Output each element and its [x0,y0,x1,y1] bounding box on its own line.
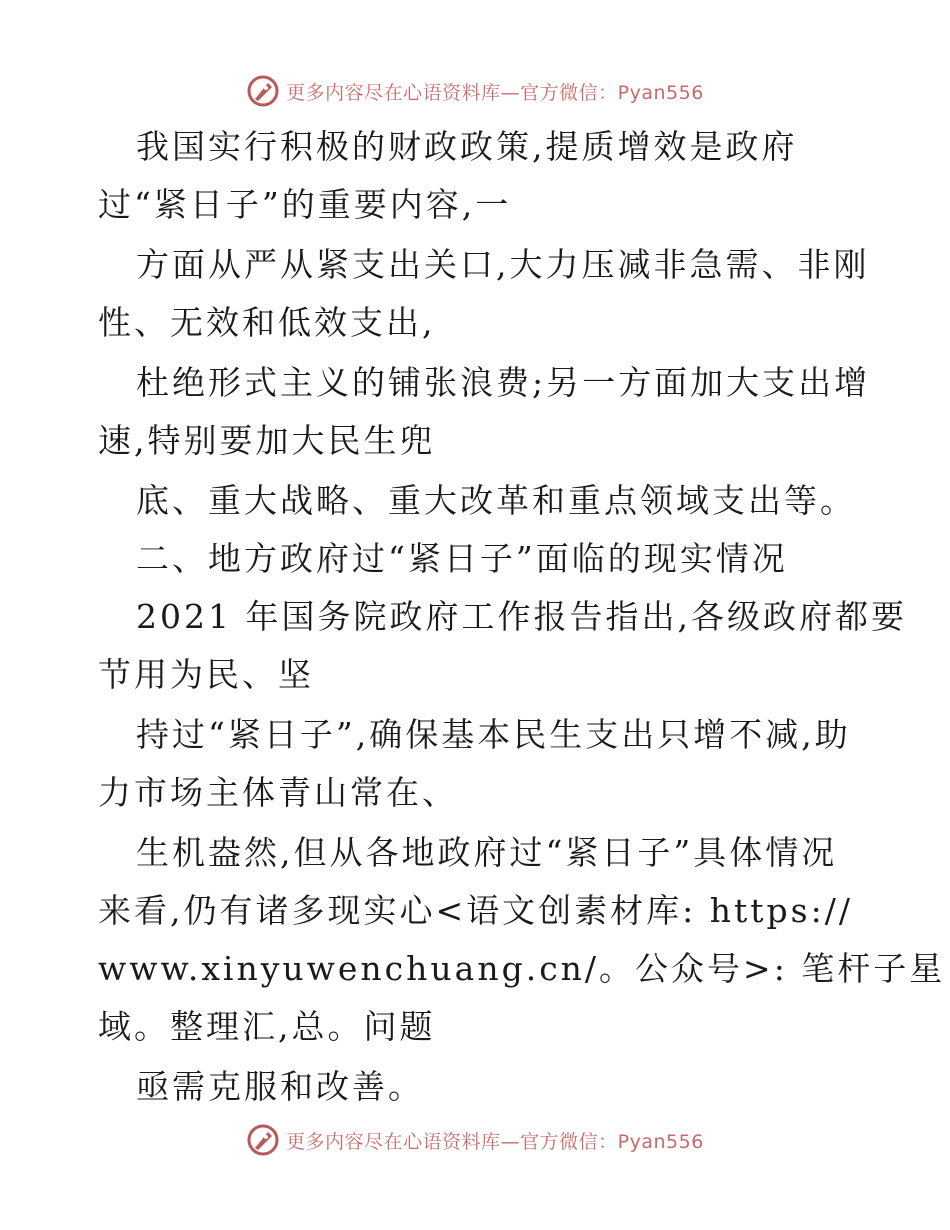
watermark-text: 更多内容尽在心语资料库—官方微信：Pyan556 [286,1130,704,1153]
text-line: 节用为民、坚 [98,655,314,694]
pen-nib-logo-icon [246,1123,280,1157]
text-line: 杜绝形式主义的铺张浪费;另一方面加大支出增 [136,363,871,402]
header-watermark [0,71,950,111]
text-line: 速,特别要加大民生兜 [98,421,436,460]
text-line: 方面从严从紧支出关口,大力压减非急需、非刚 [136,245,870,284]
text-line: 力市场主体青山常在、 [98,773,458,812]
text-line: 过“紧日子”的重要内容,一 [98,185,512,224]
text-line: 性、无效和低效支出, [98,303,436,342]
section-heading: 二、地方政府过“紧日子”面临的现实情况 [136,539,788,578]
text-line: 生机盎然,但从各地政府过“紧日子”具体情况 [136,833,838,872]
text-line: 亟需克服和改善。 [136,1067,424,1106]
text-line: 来看,仍有诸多现实心<语文创素材库: https:// [98,891,853,930]
text-line: www.xinyuwenchuang.cn/。公众号>: 笔杆子星 [98,949,946,988]
watermark-text: 更多内容尽在心语资料库—官方微信：Pyan556 [286,81,704,104]
pen-nib-logo-icon [246,74,280,108]
text-line: 2021 年国务院政府工作报告指出,各级政府都要 [136,597,907,636]
text-line: 持过“紧日子”,确保基本民生支出只增不减,助 [136,715,851,754]
text-line: 底、重大战略、重大改革和重点领域支出等。 [136,481,856,520]
text-line: 域。整理汇,总。问题 [98,1007,436,1046]
footer-watermark [0,1120,950,1160]
text-line: 我国实行积极的财政政策,提质增效是政府 [136,127,798,166]
